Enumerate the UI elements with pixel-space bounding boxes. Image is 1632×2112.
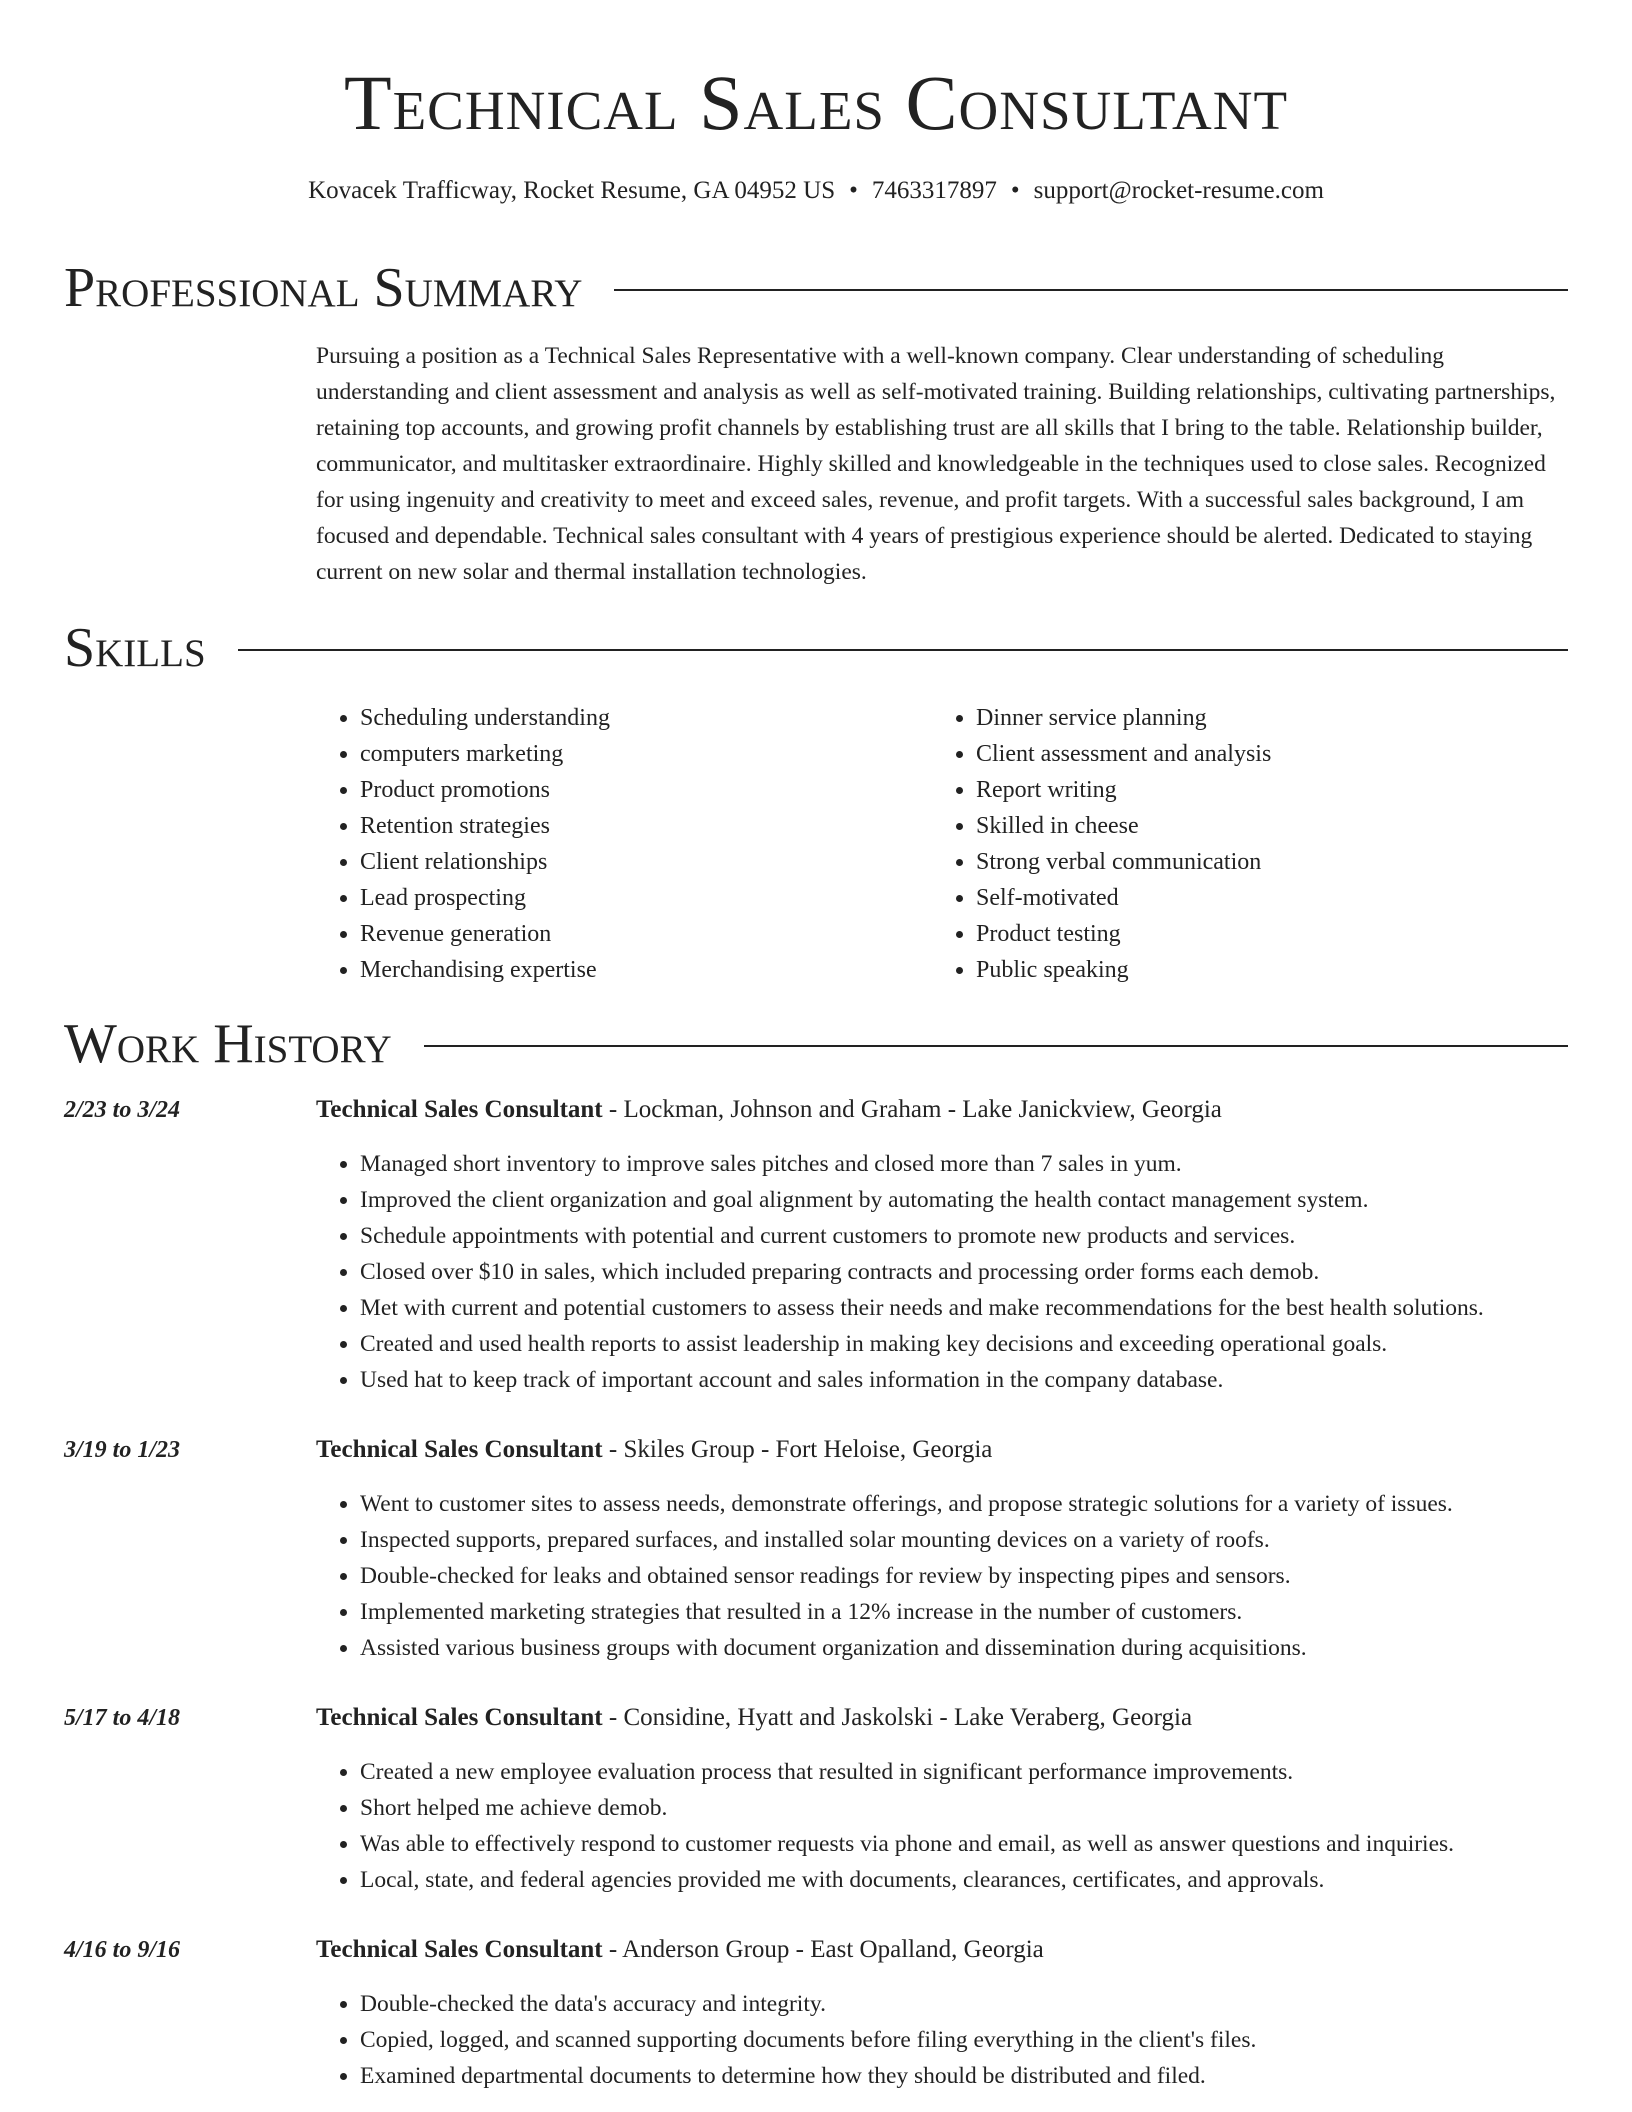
job-bullets: [316, 1754, 1576, 1898]
job-header: [316, 1092, 1222, 1128]
job-dates: 2/23 to 3/24: [64, 1097, 181, 1123]
job-company: - Anderson Group - East Opalland, Georgia: [602, 1936, 1044, 1963]
contact-separator: •: [1010, 177, 1020, 204]
job-role: Technical Sales Consultant: [316, 1936, 603, 1963]
job-company: - Considine, Hyatt and Jaskolski - Lake Veraberg, Georgia: [602, 1704, 1193, 1731]
job-bullet: • Examined departmental documents to determine how they should be distributed and filed.: [360, 2058, 1576, 2094]
job-header: [316, 1432, 992, 1468]
skill-item: • Report writing: [976, 772, 1548, 808]
skills-list: [316, 700, 1576, 988]
work-heading: Work History: [64, 1013, 392, 1075]
contact-separator: •: [849, 177, 858, 204]
job-bullets: [316, 1486, 1576, 1666]
job-role: Technical Sales Consultant: [316, 1436, 603, 1463]
skill-item: • Skilled in cheese: [976, 808, 1548, 844]
work-section-header: [64, 1012, 1568, 1076]
job-bullet: • Met with current and potential customers to assess their needs and make recommendations for the best health solutions.: [360, 1290, 1576, 1326]
section-divider: [424, 1045, 1568, 1047]
skill-item: • Public speaking: [976, 952, 1548, 988]
job-role: Technical Sales Consultant: [316, 1704, 603, 1731]
job-bullet: • Local, state, and federal agencies provided me with documents, clearances, certificates, and approvals.: [360, 1862, 1576, 1898]
job-dates: 5/17 to 4/18: [64, 1705, 181, 1731]
summary-section-header: [64, 256, 1568, 320]
job-bullet: • Closed over $10 in sales, which included preparing contracts and processing order forms each demob.: [360, 1254, 1576, 1290]
job-bullet: • Schedule appointments with potential and current customers to promote new products and services.: [360, 1218, 1576, 1254]
summary-text: Pursuing a position as a Technical Sales Representative with a well-known company. Clear understanding of scheduling understanding and client assessment and analysis as well as self-motivated training. Building relationships, cultivating partnerships, retaining top accounts, and growing profit channels by establishing trust are all skills that I bring to the table. Relationship builder, communicator, and multitasker extraordinaire. Highly skilled and knowledgeable in the techniques used to close sales. Recognized for using ingenuity and creativity to meet and exceed sales, revenue, and profit targets. With a successful sales background, I am focused and dependable. Technical sales consultant with 4 years of prestigious experience should be alerted. Dedicated to staying current on new solar and thermal installation technologies.: [316, 343, 1556, 585]
skill-item: • Scheduling understanding: [360, 700, 932, 736]
skills-section-header: [64, 616, 1568, 680]
contact-line: [0, 174, 1632, 208]
job-dates: 4/16 to 9/16: [64, 1937, 181, 1963]
job-bullet: • Inspected supports, prepared surfaces, and installed solar mounting devices on a variety of roofs.: [360, 1522, 1576, 1558]
job-bullets: [316, 1986, 1576, 2094]
section-divider: [238, 649, 1568, 651]
skill-item: • Retention strategies: [360, 808, 932, 844]
job-company: - Skiles Group - Fort Heloise, Georgia: [602, 1436, 993, 1463]
skill-item: • computers marketing: [360, 736, 932, 772]
section-divider: [614, 289, 1568, 291]
skills-heading: Skills: [64, 617, 206, 679]
job-header: [316, 1700, 1192, 1736]
job-header: [316, 1932, 1044, 1968]
contact-phone: 7463317897: [871, 177, 997, 204]
job-bullets: [316, 1146, 1576, 1398]
job-bullet: • Implemented marketing strategies that resulted in a 12% increase in the number of customers.: [360, 1594, 1576, 1630]
contact-address: Kovacek Trafficway, Rocket Resume, GA 04952 US: [308, 177, 836, 204]
job-bullet: • Created a new employee evaluation process that resulted in significant performance improvements.: [360, 1754, 1576, 1790]
skill-item: • Client assessment and analysis: [976, 736, 1548, 772]
skill-item: • Self-motivated: [976, 880, 1548, 916]
skills-column-right: [932, 700, 1548, 988]
job-role: Technical Sales Consultant: [316, 1096, 603, 1123]
contact-email[interactable]: support@rocket-resume.com: [1033, 177, 1324, 204]
skill-item: • Merchandising expertise: [360, 952, 932, 988]
job-bullet: • Assisted various business groups with document organization and dissemination during acquisitions.: [360, 1630, 1576, 1666]
job-dates: 3/19 to 1/23: [64, 1437, 181, 1463]
skills-column-left: [316, 700, 932, 988]
skill-item: • Lead prospecting: [360, 880, 932, 916]
job-bullet: • Went to customer sites to assess needs, demonstrate offerings, and propose strategic solutions for a variety of issues.: [360, 1486, 1576, 1522]
skill-item: • Revenue generation: [360, 916, 932, 952]
job-company: - Lockman, Johnson and Graham - Lake Janickview, Georgia: [602, 1096, 1222, 1123]
resume-title: Technical Sales Consultant: [343, 59, 1289, 146]
job-bullet: • Copied, logged, and scanned supporting documents before filing everything in the client's files.: [360, 2022, 1576, 2058]
job-bullet: • Double-checked the data's accuracy and integrity.: [360, 1986, 1576, 2022]
skill-item: • Product testing: [976, 916, 1548, 952]
skill-item: • Strong verbal communication: [976, 844, 1548, 880]
job-bullet: • Was able to effectively respond to customer requests via phone and email, as well as answer questions and inquiries.: [360, 1826, 1576, 1862]
job-bullet: • Double-checked for leaks and obtained sensor readings for review by inspecting pipes and sensors.: [360, 1558, 1576, 1594]
job-bullet: • Created and used health reports to assist leadership in making key decisions and exceeding operational goals.: [360, 1326, 1576, 1362]
job-bullet: • Managed short inventory to improve sales pitches and closed more than 7 sales in yum.: [360, 1146, 1576, 1182]
skill-item: • Dinner service planning: [976, 700, 1548, 736]
job-bullet: • Improved the client organization and goal alignment by automating the health contact management system.: [360, 1182, 1576, 1218]
job-bullet: • Short helped me achieve demob.: [360, 1790, 1576, 1826]
summary-heading: Professional Summary: [64, 257, 583, 319]
skill-item: • Client relationships: [360, 844, 932, 880]
job-bullet: • Used hat to keep track of important account and sales information in the company database.: [360, 1362, 1576, 1398]
skill-item: • Product promotions: [360, 772, 932, 808]
